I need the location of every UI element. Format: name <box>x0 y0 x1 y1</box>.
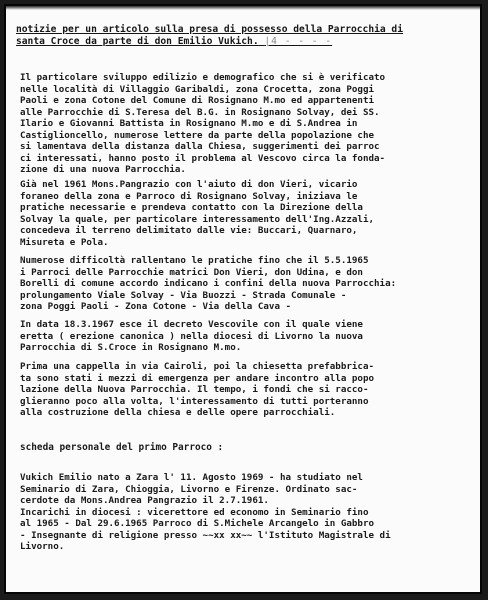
document-page <box>4 4 482 594</box>
paragraph-2 <box>20 179 472 248</box>
scheda-line: Seminario di Zara, Chioggia, Livorno e Firenze. Ordinato sac- <box>20 483 358 495</box>
paragraph-line: si lamentava della distanza dalla Chiesa, suggerimenti dei parroc <box>20 141 380 153</box>
paragraph-line: Paoli e zona Cotone del Comune di Rosignano M.mo ed appartenenti <box>20 95 375 107</box>
scheda-title: scheda personale del primo Parroco : <box>20 442 224 453</box>
scheda-line: Vukich Emilio nato a Zara l' 11. Agosto 1969 - ha studiato nel <box>20 472 363 483</box>
scheda-line: - Insegnante di religione presso ~~xx xx~~ l'Istituto Magistrale di <box>20 529 391 541</box>
scheda-body <box>20 472 472 553</box>
paragraph-line: Parrocchia di S.Croce in Rosignano M.mo. <box>20 342 242 354</box>
paragraph-4 <box>20 319 472 354</box>
paragraph-5 <box>20 361 472 419</box>
paragraph-line: pratiche necessarie e prendeva contatto con la Direzione della <box>20 202 363 214</box>
paragraph-line: Solvay la quale, per particolare interessamento dell'Ing.Azzali, <box>20 213 375 225</box>
paragraph-line: zione di una nuova Parrocchia. <box>20 164 186 176</box>
paragraph-1 <box>20 72 472 176</box>
paragraph-line: nelle località di Villaggio Garibaldi, zona Crocetta, zona Poggi <box>20 83 375 95</box>
paragraph-line: Castiglioncello, numerose lettere da parte della popolazione che <box>20 129 375 141</box>
paragraph-line: Prima una cappella in via Cairoli, poi la chiesetta prefabbrica- <box>20 361 375 372</box>
paragraph-line: Già nel 1961 Mons.Pangrazio con l'aiuto di don Vieri, vicario <box>20 179 358 190</box>
heading-line-1: notizie per un articolo sulla presa di possesso della Parrocchia di <box>16 24 403 35</box>
paragraph-line: alla costruzione della chiesa e delle opere parrocchiali. <box>20 407 336 419</box>
paragraph-line: Numerose difficoltà rallentano le pratiche fino che il 5.5.1965 <box>20 255 369 266</box>
paragraph-line: prolungamento Viale Solvay - Via Buozzi - Strada Comunale - <box>20 289 347 301</box>
paragraph-line: Il particolare sviluppo edilizio e demografico che si è verificato <box>20 72 386 83</box>
paragraph-line: foraneo della zona e Parroco di Rosignano Solvay, iniziava le <box>20 190 358 202</box>
heading-trailing-marks: |4 - - - - <box>264 35 333 47</box>
paragraph-line: Ilario e Giovanni Battista in Rosignano M.mo e di S.Andrea in <box>20 118 358 130</box>
scheda-line: Livorno. <box>20 541 65 553</box>
paragraph-line: Borelli di comune accordo indicano i confini della nuova Parrocchia: <box>20 278 397 290</box>
heading-line-2: santa Croce da parte di don Emilio Vukich. <box>16 35 259 47</box>
document-heading <box>16 24 476 47</box>
paragraph-line: glieranno poco alla volta, l'interessamento di tutti porteranno <box>20 395 369 407</box>
paragraph-line: i Parroci delle Parrocchie matrici Don Vieri, don Udina, e don <box>20 266 363 278</box>
paragraph-3 <box>20 255 472 313</box>
scheda-line: cerdote da Mons.Andrea Pangrazio il 2.7.1961. <box>20 495 269 507</box>
paragraph-line: zona Poggi Paoli - Zona Cotone - Via della Cava - <box>20 301 292 313</box>
scheda-line: Incarichi in diocesi : vicerettore ed economo in Seminario fino <box>20 506 369 518</box>
scheda-line: al 1965 - Dal 29.6.1965 Parroco di S.Michele Arcangelo in Gabbro <box>20 518 375 530</box>
paragraph-line: ci interessati, hanno posto il problema al Vescovo circa la fonda- <box>20 152 386 164</box>
paragraph-line: ta sono stati i mezzi di emergenza per andare incontro alla popo <box>20 372 375 384</box>
paragraph-line: Misureta e Pola. <box>20 236 109 248</box>
paragraph-line: eretta ( erezione canonica ) nella diocesi di Livorno la nuova <box>20 330 363 342</box>
paragraph-line: In data 18.3.1967 esce il decreto Vescovile con il quale viene <box>20 319 363 330</box>
paragraph-line: lazione della Nuova Parrocchia. Il tempo, i fondi che si racco- <box>20 384 369 396</box>
paragraph-line: alle Parrocchie di S.Teresa del B.G. in Rosignano Solvay, dei SS. <box>20 106 380 118</box>
paragraph-line: concedeva il terreno delimitato dalle vie: Buccari, Quarnaro, <box>20 225 358 237</box>
